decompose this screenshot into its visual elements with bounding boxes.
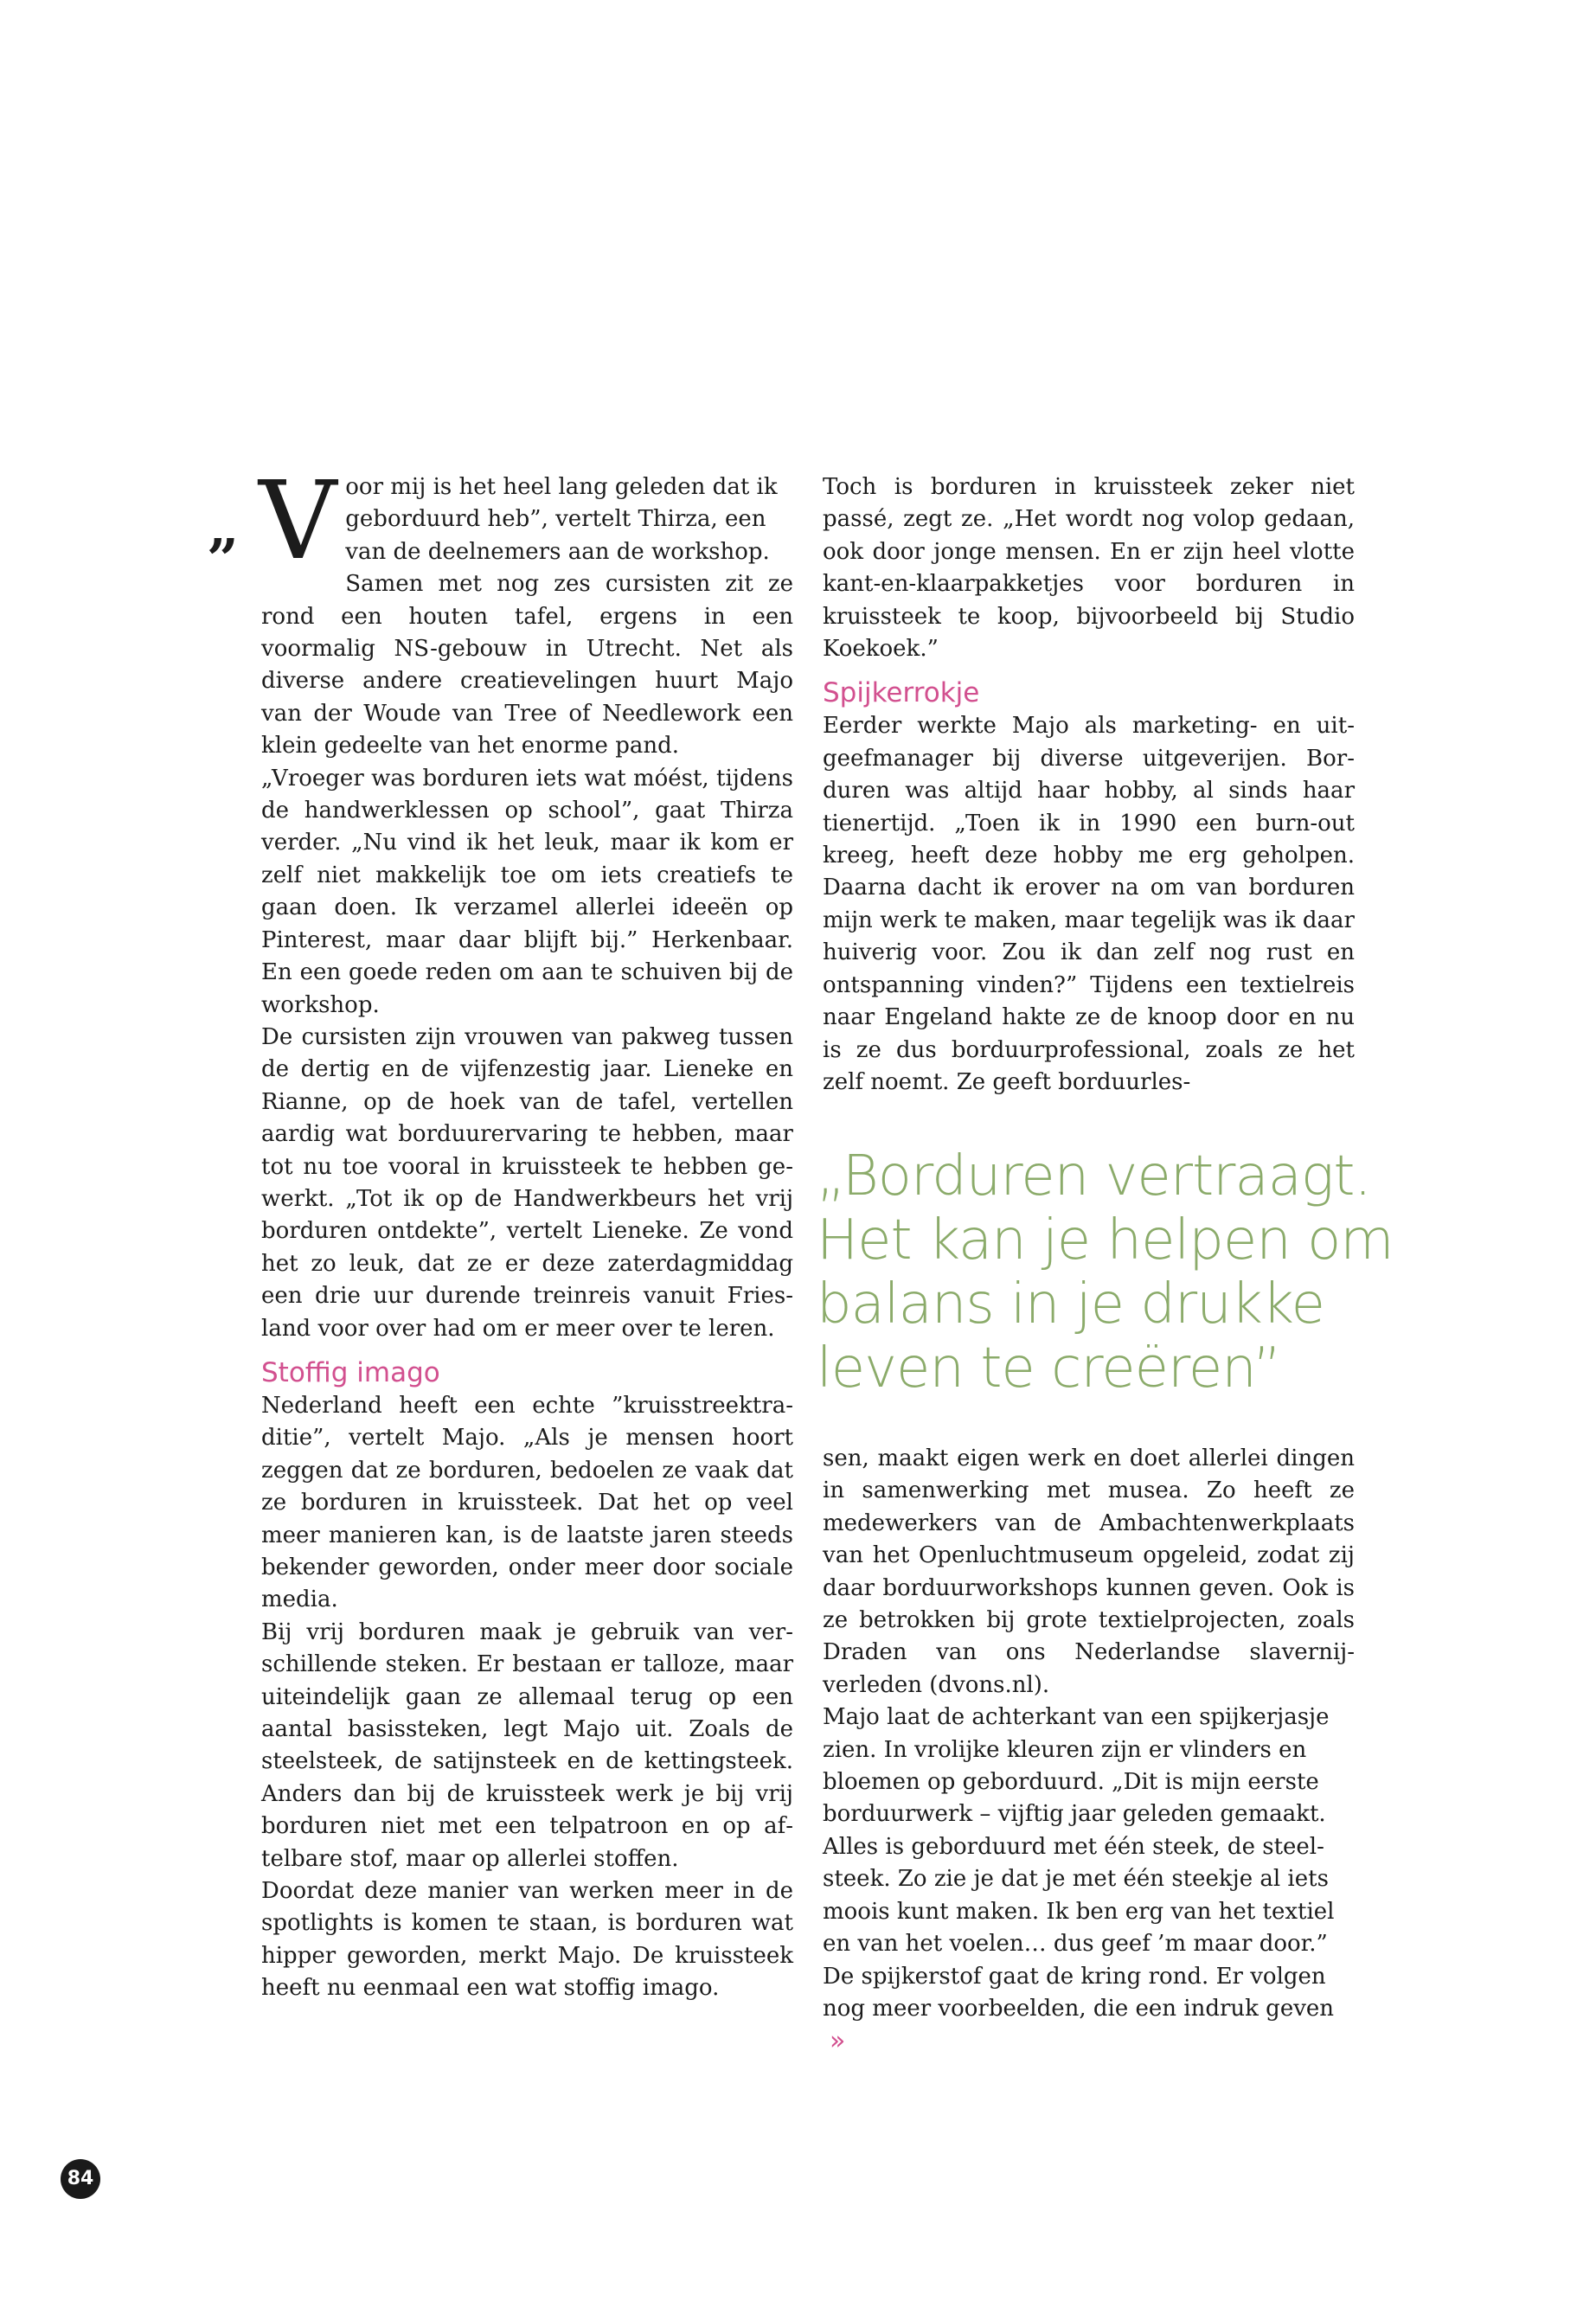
paragraph-1: Samen met nog zes cursisten zit ze rond een houten tafel, ergens in een voormalig NS-gebouw in Utrecht. Net als diverse andere creatievelingen huurt Majo van der Woude van Tree of Needlework een klein gedeelte van het enorme pand. — [261, 571, 793, 760]
paragraph-4: Nederland heeft een echte ”kruisstreektraditie”, vertelt Majo. „Als je mensen hoort zeggen dat ze borduren, bedoelen ze vaak dat ze borduren in kruissteek. Dat het op veel meer manieren kan, is de laatste jaren steeds bekender geworden, onder meer door sociale media. — [261, 1392, 793, 1613]
drop-cap: V — [259, 458, 337, 584]
pull-quote-line-3: balans in je drukke — [817, 1272, 1324, 1336]
paragraph-9: sen, maakt eigen werk en doet allerlei dingen in samenwerking met musea. Zo heeft ze medewerkers van de Ambachtenwerkplaats van het Openluchtmuseum opgeleid, zodat zij daar borduurworkshops kunnen geven. Ook is ze betrokken bij grote textielprojecten, zoals Draden van ons Nederlandse slavernijverleden (dvons.nl). — [823, 1445, 1355, 1698]
intro-line-3: van de deelnemers aan de workshop. — [345, 538, 770, 565]
article-column-right-bottom — [823, 1443, 1355, 2058]
page-number-badge: 84 — [61, 2159, 100, 2199]
subheading-stoffig-imago: Stoffig imago — [261, 1356, 440, 1388]
open-quote-mark: „ — [208, 496, 240, 561]
paragraph-2: „Vroeger was borduren iets wat móést, tijdens de handwerklessen op school”, gaat Thirza verder. „Nu vind ik het leuk, maar ik kom er zelf niet makkelijk toe om iets creatiefs te gaan doen. Ik verzamel allerlei ideeën op Pinterest, maar daar blijft bij.” Herkenbaar. En een goede reden om aan te schuiven bij de workshop. — [261, 765, 793, 1018]
intro-line-1: oor mij is het heel lang geleden dat ik — [345, 474, 778, 500]
pull-quote-line-1: „Borduren vertraagt. — [817, 1144, 1371, 1208]
intro-block — [208, 458, 793, 584]
paragraph-6: Doordat deze manier van werken meer in de spotlights is komen te staan, is borduren wat hipper geworden, merkt Majo. De kruissteek heeft nu eenmaal een wat stoffig imago. — [261, 1878, 793, 2002]
pull-quote-line-4: leven te creëren” — [817, 1336, 1281, 1400]
article-column-right-top — [823, 471, 1355, 1099]
paragraph-3: De cursisten zijn vrouwen van pakweg tussen de dertig en de vijfenzestig jaar. Lieneke en Rianne, op de hoek van de tafel, vertellen aardig wat borduurervaring te hebben, maar tot nu toe vooral in kruissteek te hebben gewerkt. „Tot ik op de Handwerkbeurs het vrij borduren ontdekte”, vertelt Lieneke. Ze vond het zo leuk, dat ze er deze zaterdagmiddag een drie uur durende treinreis vanuit Friesland voor over had om er meer over te leren. — [261, 1023, 793, 1342]
pull-quote — [817, 1144, 1394, 1400]
continue-arrow-icon: » — [830, 2026, 846, 2057]
article-column-left — [208, 458, 793, 2005]
paragraph-5: Bij vrij borduren maak je gebruik van verschillende steken. Er bestaan er talloze, maar uiteindelijk gaan ze allemaal terug op een aantal basissteken, legt Majo uit. Zoals de steelsteek, de satijnsteek en de kettingsteek. Anders dan bij de kruissteek werk je bij vrij borduren niet met een telpatroon en op aftelbare stof, maar op allerlei stoffen. — [261, 1618, 793, 1872]
paragraph-7: Toch is borduren in kruissteek zeker niet passé, zegt ze. „Het wordt nog volop gedaan, ook door jonge mensen. En er zijn heel vlotte kant-en-klaarpakketjes voor borduren in kruissteek te koop, bijvoorbeeld bij Studio Koekoek.” — [823, 474, 1355, 663]
subheading-spijkerrokje: Spijkerrokje — [823, 677, 980, 709]
pull-quote-line-2: Het kan je helpen om — [817, 1208, 1394, 1272]
paragraph-10 — [823, 1702, 1355, 2057]
paragraph-10-text: Majo laat de achterkant van een spijkerjasje zien. In vrolijke kleuren zijn er vlinders en bloemen op geborduurd. „Dit is mijn eerste borduurwerk – vijftig jaar geleden gemaakt. Alles is geborduurd met één steek, de steelsteek. Zo zie je dat je met één steekje al iets moois kunt maken. Ik ben erg van het textiel en van het voelen… dus geef ’m maar door.” De spijkerstof gaat de kring rond. Er volgen nog meer voorbeelden, die een indruk geven — [823, 1704, 1335, 2022]
intro-line-2: geborduurd heb”, vertelt Thirza, een — [345, 506, 766, 533]
paragraph-8: Eerder werkte Majo als marketing- en uitgeefmanager bij diverse uitgeverijen. Borduren was altijd haar hobby, al sinds haar tienertijd. „Toen ik in 1990 een burn-out kreeg, heeft deze hobby me erg geholpen. Daarna dacht ik erover na om van borduren mijn werk te maken, maar tegelijk was ik daar huiverig voor. Zou ik dan zelf nog rust en ontspanning vinden?” Tijdens een textielreis naar Engeland hakte ze de knoop door en nu is ze dus borduurprofessional, zoals ze het zelf noemt. Ze geeft borduurles- — [823, 713, 1355, 1095]
